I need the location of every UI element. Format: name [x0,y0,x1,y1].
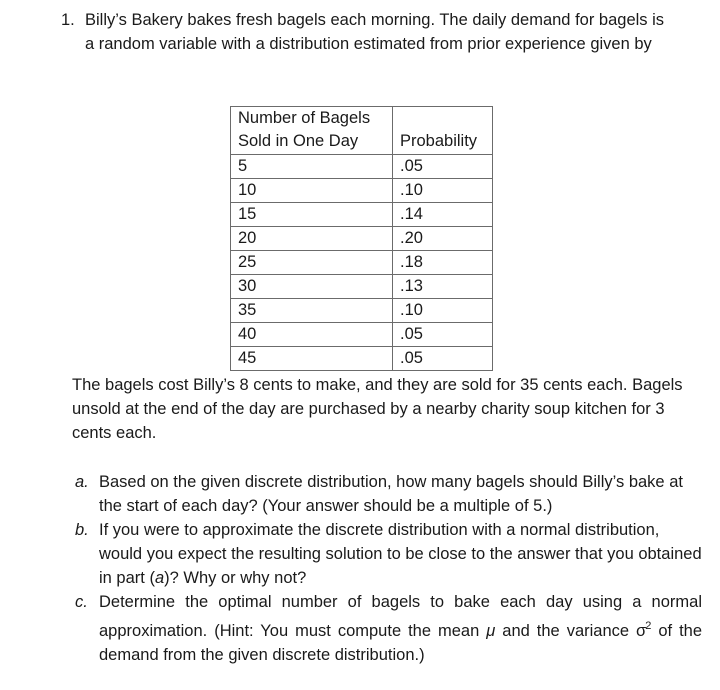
part-c-text-middle: and the variance [495,622,637,640]
header-probability: Probability [393,107,493,155]
bagels-cell: 20 [231,227,393,251]
bagels-cell: 40 [231,323,393,347]
probability-cell: .05 [393,155,493,179]
question-parts [72,470,702,667]
probability-cell: .05 [393,323,493,347]
table-row [231,347,493,371]
table-row [231,299,493,323]
probability-cell: .20 [393,227,493,251]
part-a-text: Based on the given discrete distribution, how many bagels should Billy’s bake at the start of each day? (Your answer should be a multiple of 5.) [99,473,683,515]
table-row [231,227,493,251]
mu-symbol: μ [486,622,496,640]
cost-paragraph: The bagels cost Billy’s 8 cents to make, and they are sold for 35 cents each. Bagels unsold at the end of the day are purchased by a nearby charity soup kitchen for 3 cents each. [72,376,683,442]
header-bagels-line2: Sold in One Day [238,132,359,150]
part-c [72,590,702,667]
table-header-row [231,107,493,155]
bagels-cell: 25 [231,251,393,275]
probability-cell: .13 [393,275,493,299]
probability-cell: .10 [393,299,493,323]
table-row [231,251,493,275]
bagels-cell: 15 [231,203,393,227]
table-row [231,323,493,347]
table-row [231,179,493,203]
sigma-exponent: 2 [645,620,652,632]
problem-number: 1. [61,11,75,29]
table-row [231,155,493,179]
probability-cell: .14 [393,203,493,227]
probability-cell: .10 [393,179,493,203]
part-c-text-after: of the demand from the given discrete distribution.) [99,622,703,664]
part-a [72,470,702,518]
bagels-cell: 30 [231,275,393,299]
part-b-text-before: If you were to approximate the discrete distribution with a normal distribution, would you expect the resulting solution to be close to the answer that you obtained in part ( [99,521,702,587]
header-bagels-sold [231,107,393,155]
header-bagels-line1: Number of Bagels [238,109,371,127]
part-b-ref: a [154,569,165,587]
probability-cell: .18 [393,251,493,275]
bagels-cell: 45 [231,347,393,371]
part-b [72,518,702,590]
part-b-text-after: )? Why or why not? [164,569,307,587]
part-c-letter: c. [75,593,88,611]
demand-distribution-table [230,106,493,371]
bagels-cell: 5 [231,155,393,179]
sigma-symbol: σ [636,622,647,640]
part-c-text-before: Determine the optimal number of bagels to bake each day using a normal approximation. (Hint: You must compute the mean [99,593,702,640]
problem-intro: Billy’s Bakery bakes fresh bagels each morning. The daily demand for bagels is a random variable with a distribution estimated from prior experience given by [85,11,665,53]
bagels-cell: 35 [231,299,393,323]
part-b-letter: b. [75,521,89,539]
table-row [231,203,493,227]
bagels-cell: 10 [231,179,393,203]
table-row [231,275,493,299]
part-a-letter: a. [75,473,89,491]
probability-cell: .05 [393,347,493,371]
